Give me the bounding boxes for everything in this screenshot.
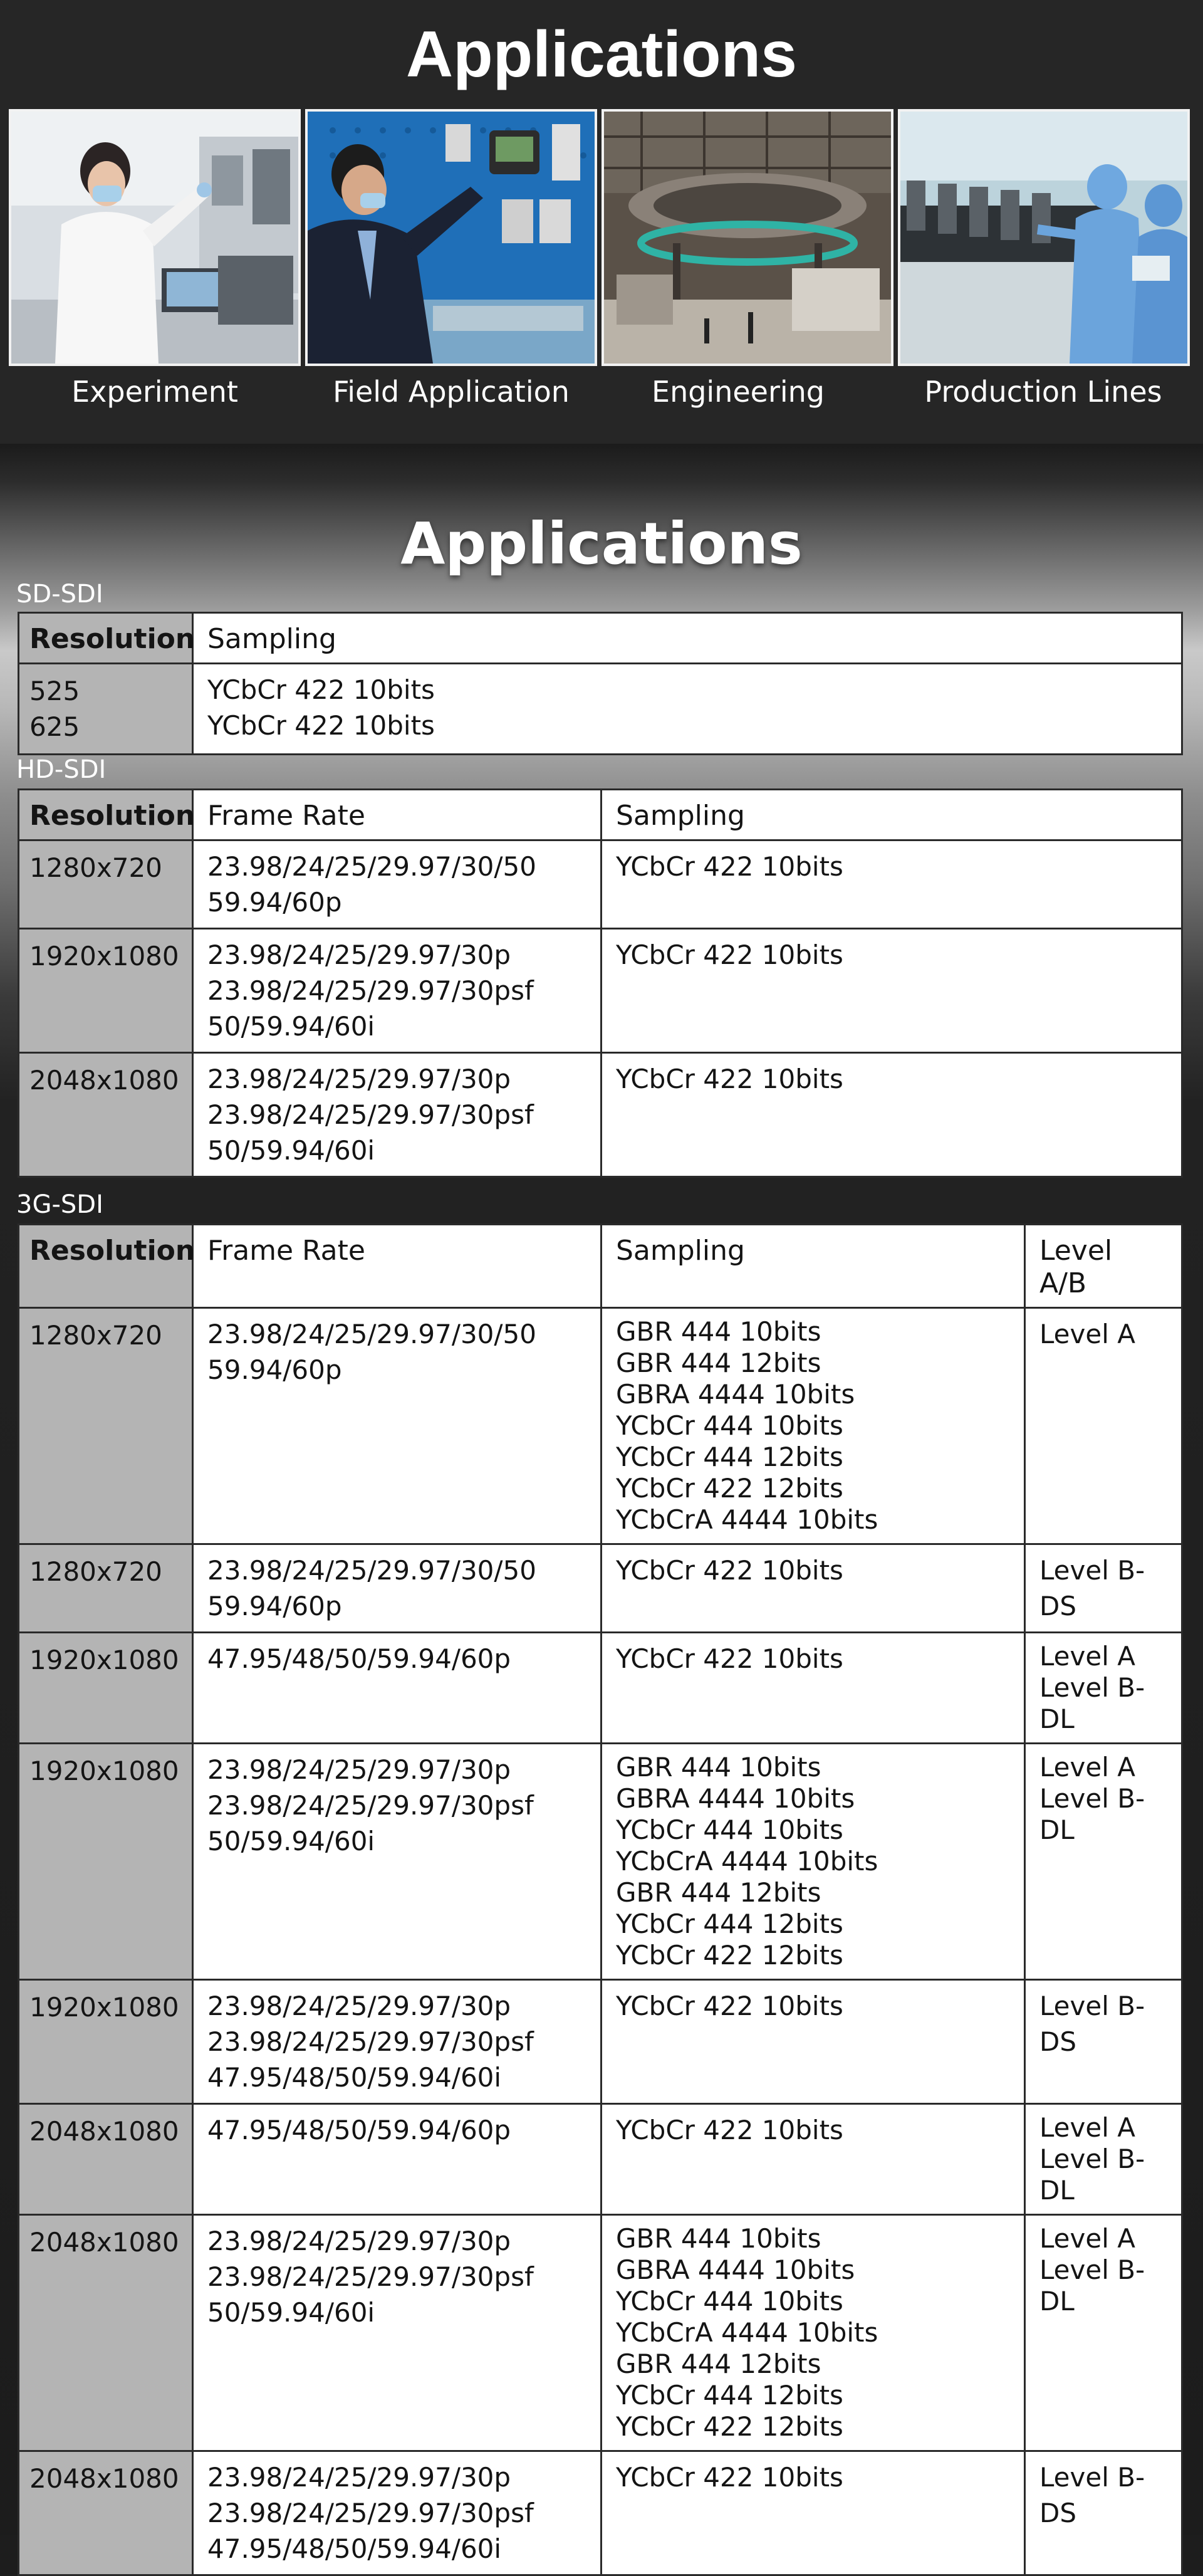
cell-frame-rate: 23.98/24/25/29.97/30p 23.98/24/25/29.97/30psf 50/59.94/60i <box>193 929 602 1053</box>
cell-sampling: GBR 444 10bits GBRA 4444 10bits YCbCr 444 10bits YCbCrA 4444 10bits GBR 444 12bits YCbCr 444 12bits YCbCr 422 12bits <box>602 2215 1025 2451</box>
field-application-caption: Field Application <box>333 375 570 409</box>
cell-resolution: 1920x1080 <box>19 1744 193 1980</box>
cell-frame-rate: 23.98/24/25/29.97/30/50 59.94/60p <box>193 1544 602 1633</box>
cell-sampling: YCbCr 422 10bits <box>602 1633 1025 1744</box>
cell-resolution: 1920x1080 <box>19 1980 193 2104</box>
hd-sdi-table <box>18 788 1183 1178</box>
table-row <box>19 1053 1182 1177</box>
table-row <box>19 840 1182 929</box>
cell-sampling: YCbCr 422 10bits <box>602 2104 1025 2215</box>
table-row <box>19 664 1182 755</box>
header-resolution: Resolution <box>19 1225 193 1308</box>
cell-resolution: 2048x1080 <box>19 2215 193 2451</box>
field-engineer-image <box>308 112 595 364</box>
cell-frame-rate: 23.98/24/25/29.97/30p 23.98/24/25/29.97/30psf 50/59.94/60i <box>193 1053 602 1177</box>
cell-resolution: 1280x720 <box>19 1308 193 1544</box>
cell-resolution: 1920x1080 <box>19 929 193 1053</box>
cell-level: Level B-DS <box>1025 1980 1182 2104</box>
3g-sdi-table <box>18 1223 1183 2576</box>
table-row <box>19 1980 1182 2104</box>
cell-sampling: YCbCr 422 10bits <box>602 1980 1025 2104</box>
table-row <box>19 1633 1182 1744</box>
applications-photo-section <box>0 0 1203 444</box>
table-row <box>19 1544 1182 1633</box>
table-header-row <box>19 1225 1182 1308</box>
cell-frame-rate: 23.98/24/25/29.97/30p 23.98/24/25/29.97/30psf 50/59.94/60i <box>193 1744 602 1980</box>
cell-resolution: 525 625 <box>19 664 193 755</box>
cell-level: Level A Level B-DL <box>1025 2215 1182 2451</box>
cell-sampling: YCbCr 422 10bits <box>602 1053 1182 1177</box>
stage-rig-image <box>604 112 891 364</box>
cell-sampling: YCbCr 422 10bits YCbCr 422 10bits <box>193 664 1182 755</box>
cell-sampling: YCbCr 422 10bits <box>602 1544 1025 1633</box>
cell-resolution: 2048x1080 <box>19 1053 193 1177</box>
table-row <box>19 1308 1182 1544</box>
field-application-photo <box>305 109 597 366</box>
cell-resolution: 1280x720 <box>19 840 193 929</box>
cell-level: Level A Level B-DL <box>1025 1633 1182 1744</box>
header-frame-rate: Frame Rate <box>193 1225 602 1308</box>
cell-sampling: YCbCr 422 10bits <box>602 929 1182 1053</box>
cell-frame-rate: 23.98/24/25/29.97/30/50 59.94/60p <box>193 1308 602 1544</box>
cell-level: Level A Level B-DL <box>1025 1744 1182 1980</box>
cell-sampling: GBR 444 10bits GBRA 4444 10bits YCbCr 444 10bits YCbCrA 4444 10bits GBR 444 12bits YCbCr 444 12bits YCbCr 422 12bits <box>602 1744 1025 1980</box>
cell-sampling: YCbCr 422 10bits <box>602 2451 1025 2575</box>
table-header-row <box>19 790 1182 840</box>
header-resolution: Resolution <box>19 790 193 840</box>
table-row <box>19 929 1182 1053</box>
table-row <box>19 1744 1182 1980</box>
cell-frame-rate: 47.95/48/50/59.94/60p <box>193 2104 602 2215</box>
header-level: Level A/B <box>1025 1225 1182 1308</box>
hd-sdi-label: HD-SDI <box>16 755 107 784</box>
header-resolution: Resolution <box>19 613 193 664</box>
cell-level: Level B-DS <box>1025 1544 1182 1633</box>
table-row <box>19 2104 1182 2215</box>
cell-frame-rate: 23.98/24/25/29.97/30/50 59.94/60p <box>193 840 602 929</box>
engineering-photo <box>602 109 893 366</box>
header-sampling: Sampling <box>602 790 1182 840</box>
cell-frame-rate: 47.95/48/50/59.94/60p <box>193 1633 602 1744</box>
production-lines-caption: Production Lines <box>924 375 1162 409</box>
table-row <box>19 2451 1182 2575</box>
engineering-caption: Engineering <box>652 375 825 409</box>
cell-resolution: 2048x1080 <box>19 2451 193 2575</box>
sd-sdi-table <box>18 612 1183 755</box>
cell-resolution: 1280x720 <box>19 1544 193 1633</box>
experiment-photo <box>9 109 301 366</box>
lab-scientist-image <box>11 112 298 364</box>
header-frame-rate: Frame Rate <box>193 790 602 840</box>
table-row <box>19 2215 1182 2451</box>
cell-sampling: YCbCr 422 10bits <box>602 840 1182 929</box>
cell-level: Level B-DS <box>1025 2451 1182 2575</box>
cleanroom-workers-image <box>900 112 1187 364</box>
cell-resolution: 2048x1080 <box>19 2104 193 2215</box>
header-sampling: Sampling <box>193 613 1182 664</box>
cell-frame-rate: 23.98/24/25/29.97/30p 23.98/24/25/29.97/30psf 47.95/48/50/59.94/60i <box>193 2451 602 2575</box>
cell-level: Level A Level B-DL <box>1025 2104 1182 2215</box>
applications-title: Applications <box>405 18 798 91</box>
table-header-row <box>19 613 1182 664</box>
cell-frame-rate: 23.98/24/25/29.97/30p 23.98/24/25/29.97/30psf 50/59.94/60i <box>193 2215 602 2451</box>
cell-level: Level A <box>1025 1308 1182 1544</box>
sd-sdi-label: SD-SDI <box>16 580 103 609</box>
cell-frame-rate: 23.98/24/25/29.97/30p 23.98/24/25/29.97/30psf 47.95/48/50/59.94/60i <box>193 1980 602 2104</box>
production-lines-photo <box>898 109 1190 366</box>
cell-resolution: 1920x1080 <box>19 1633 193 1744</box>
3g-sdi-label: 3G-SDI <box>16 1190 103 1219</box>
header-sampling: Sampling <box>602 1225 1025 1308</box>
cell-sampling: GBR 444 10bits GBR 444 12bits GBRA 4444 10bits YCbCr 444 10bits YCbCr 444 12bits YCbCr 422 12bits YCbCrA 4444 10bits <box>602 1308 1025 1544</box>
experiment-caption: Experiment <box>71 375 238 409</box>
spec-title: Applications <box>400 510 803 577</box>
